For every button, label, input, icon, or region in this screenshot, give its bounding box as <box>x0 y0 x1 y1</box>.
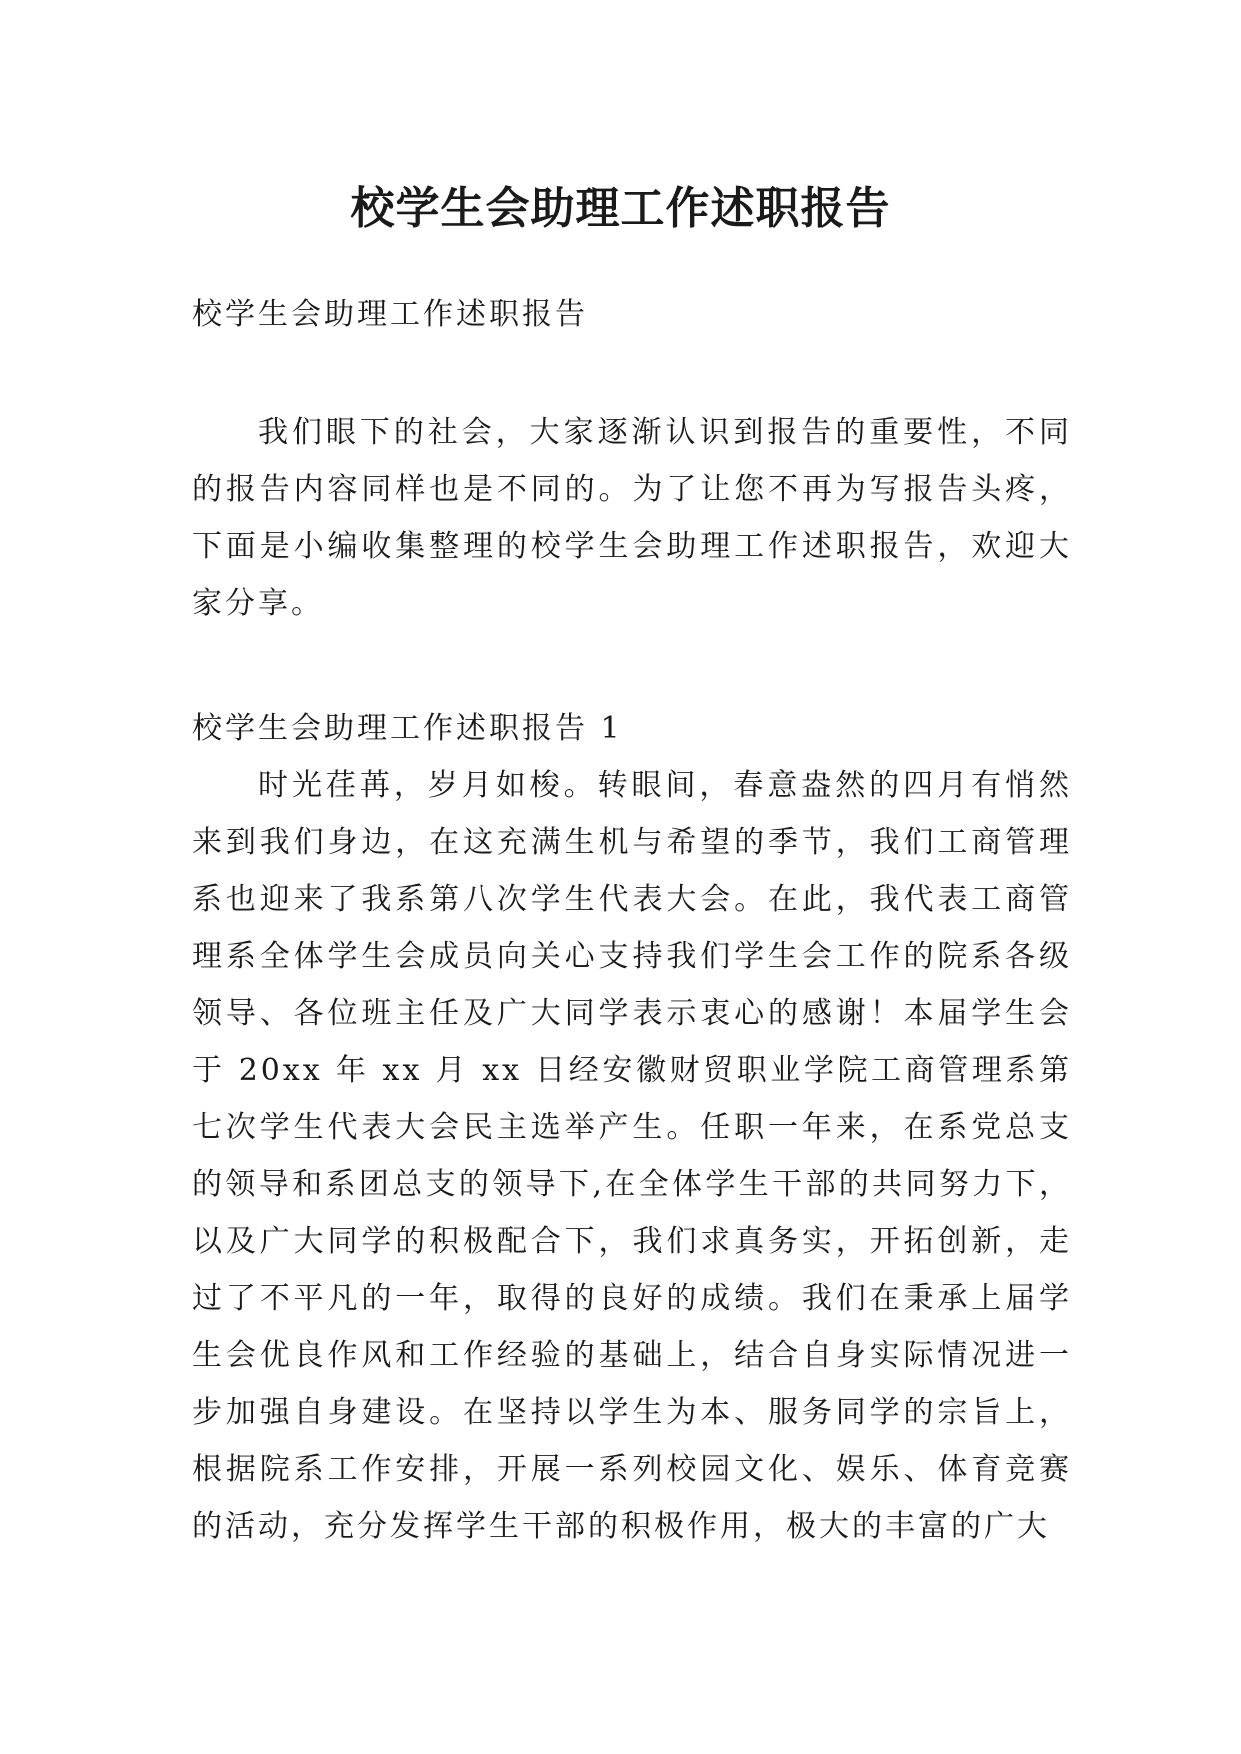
subtitle-text: 校学生会助理工作述职报告 <box>192 297 588 332</box>
document-subtitle <box>192 286 1072 343</box>
report-section-1 <box>192 700 1072 1555</box>
section-paragraph: 时光荏苒，岁月如梭。转眼间，春意盎然的四月有悄然来到我们身边，在这充满生机与希望的季节，我们工商管理系也迎来了我系第八次学生代表大会。在此，我代表工商管理系全体学生会成员向关心支持我们学生会工作的院系各级领导、各位班主任及广大同学表示衷心的感谢！本届学生会于 20xx 年 xx 月 xx 日经安徽财贸职业学院工商管理系第七次学生代表大会民主选举产生。任职一年来，在系党总支的领导和系团总支的领导下,在全体学生干部的共同努力下，以及广大同学的积极配合下，我们求真务实，开拓创新，走过了不平凡的一年，取得的良好的成绩。我们在秉承上届学生会优良作风和工作经验的基础上，结合自身实际情况进一步加强自身建设。在坚持以学生为本、服务同学的宗旨上，根据院系工作安排，开展一系列校园文化、娱乐、体育竞赛的活动，充分发挥学生干部的积极作用，极大的丰富的广大 <box>192 768 1072 1544</box>
document-title: 校学生会助理工作述职报告 <box>350 183 891 235</box>
section-heading: 校学生会助理工作述职报告 1 <box>192 711 623 746</box>
intro-section <box>192 404 1072 632</box>
intro-paragraph: 我们眼下的社会，大家逐渐认识到报告的重要性，不同的报告内容同样也是不同的。为了让您不再为写报告头疼，下面是小编收集整理的校学生会助理工作述职报告，欢迎大家分享。 <box>192 415 1072 621</box>
